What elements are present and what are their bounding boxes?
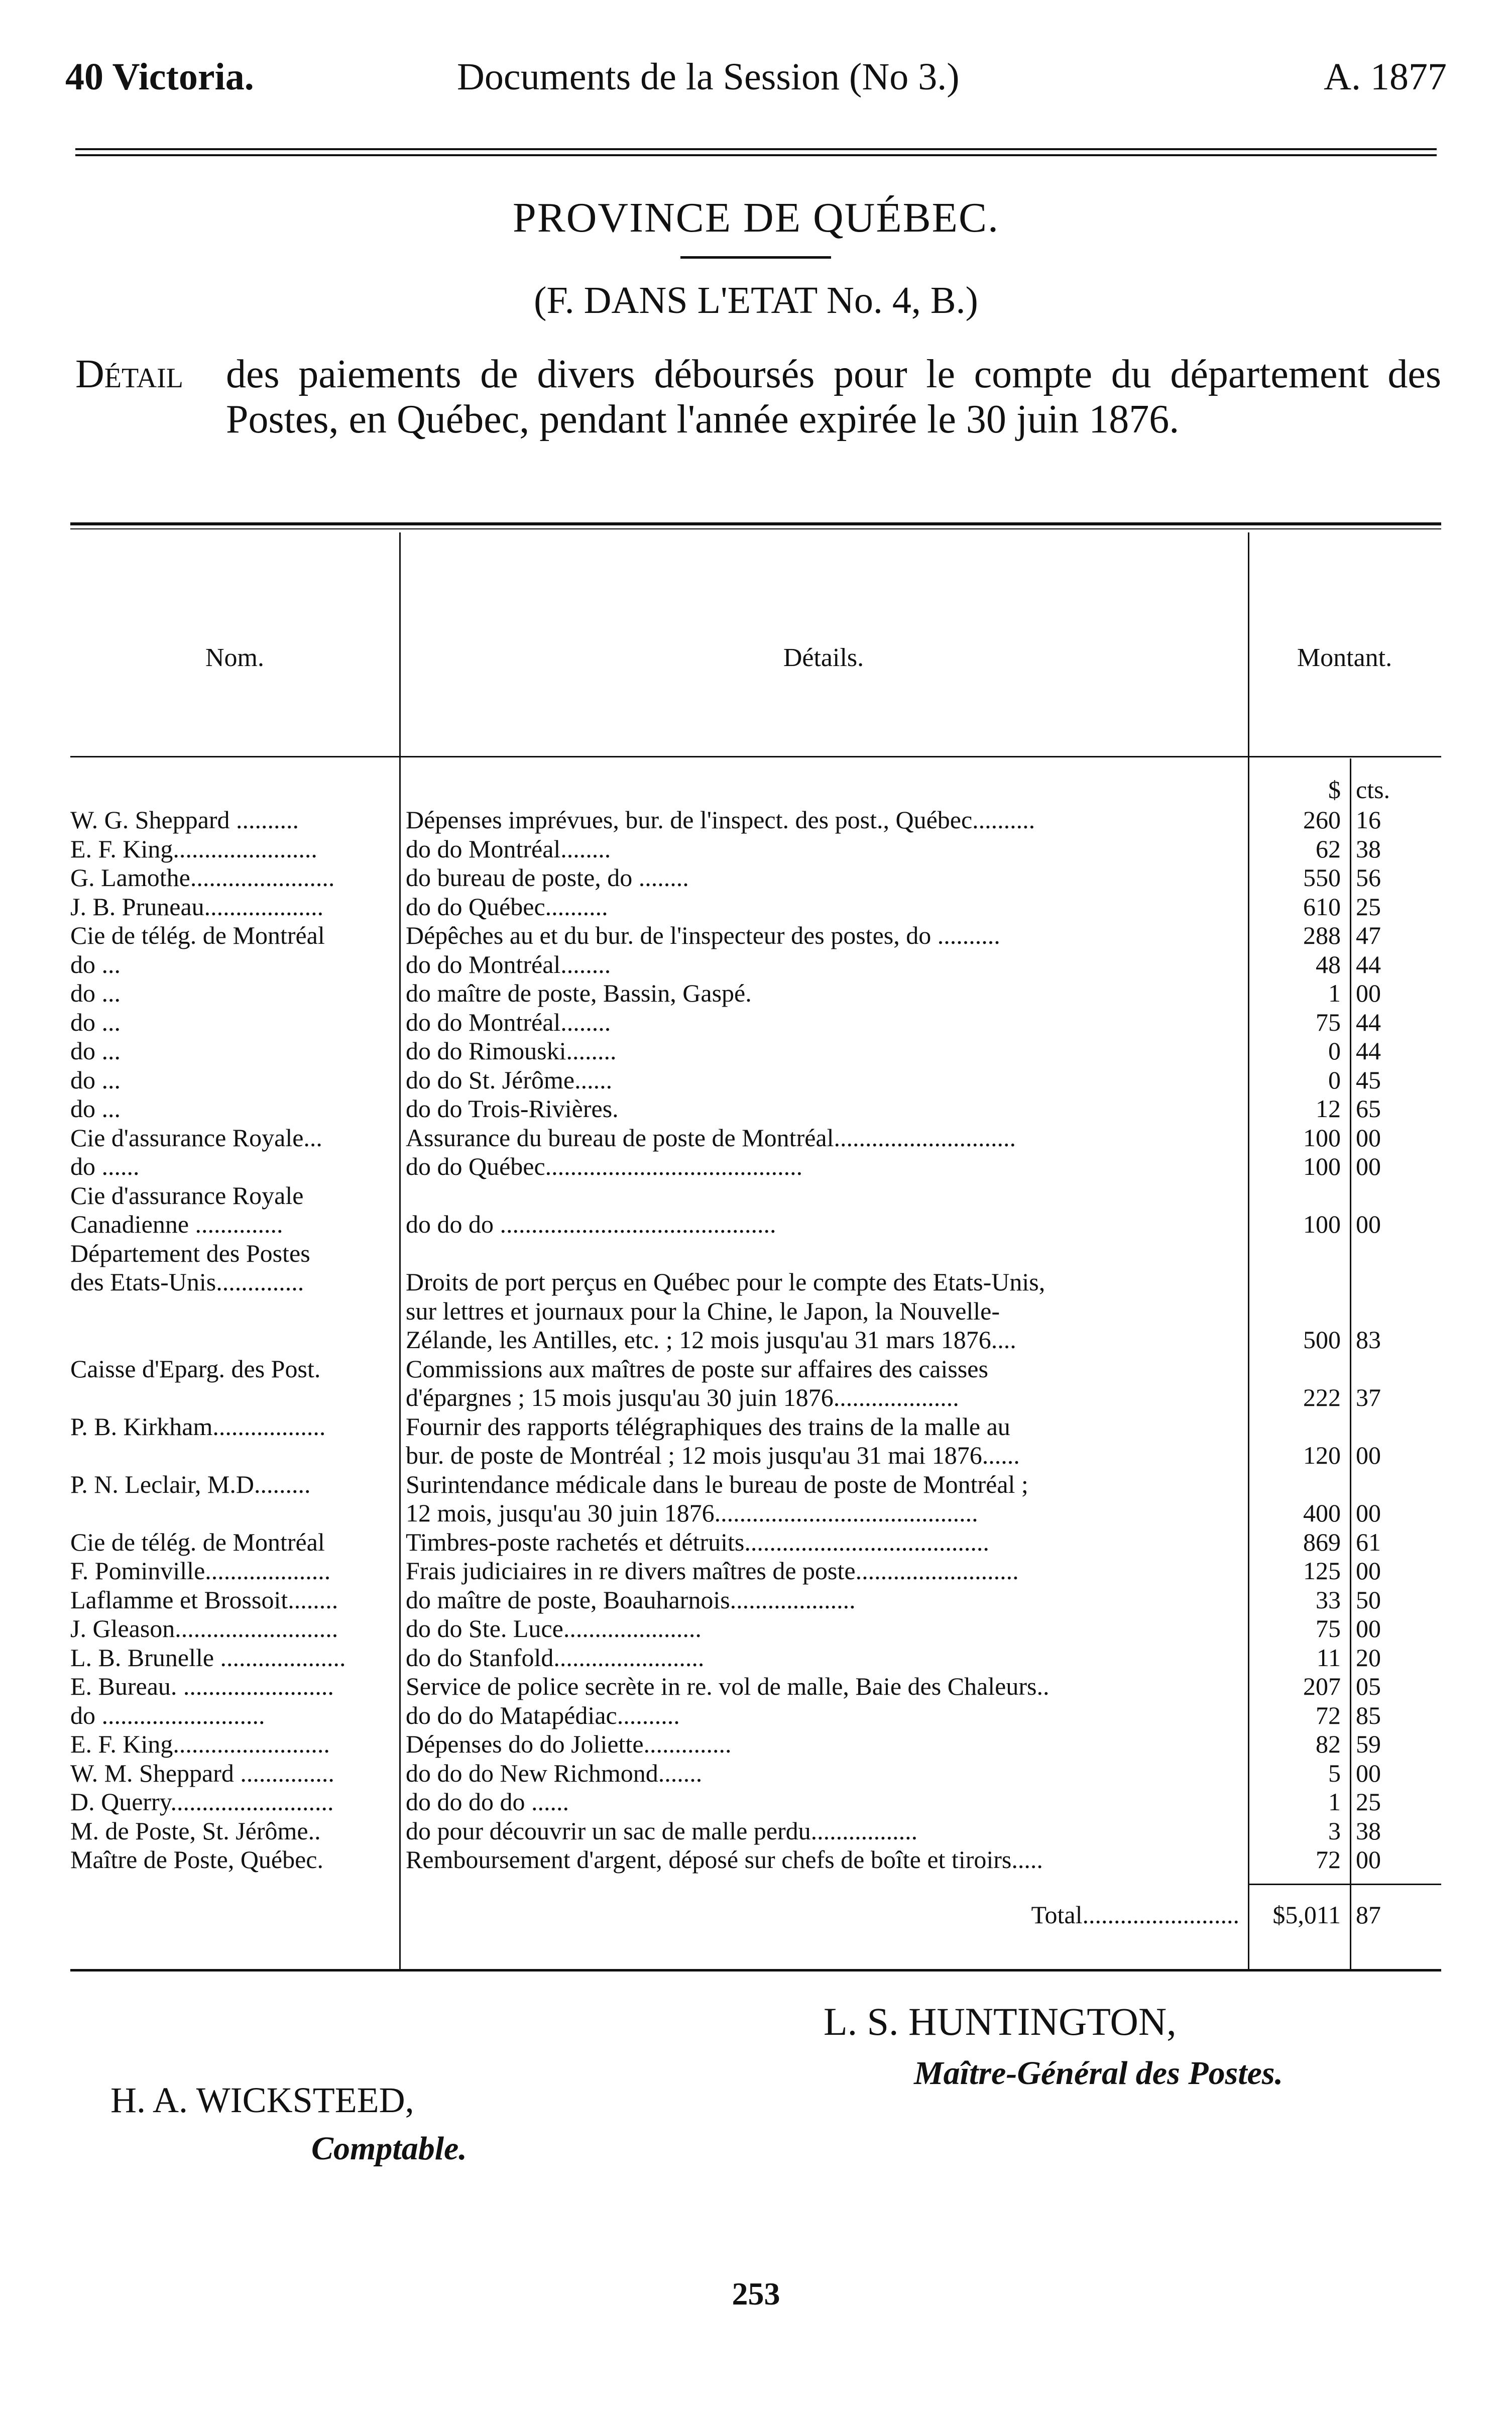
cell-dollars: 62: [1316, 834, 1341, 863]
table-row: [70, 1846, 1441, 1874]
cell-nom: Cie d'assurance Royale: [70, 1181, 304, 1210]
cell-details: do do Montréal........: [406, 950, 611, 978]
cell-dollars: 1: [1328, 1788, 1341, 1816]
table-top-rule-thin: [70, 528, 1441, 529]
cell-cents: 16: [1356, 806, 1381, 834]
header-montant: Montant.: [1297, 643, 1392, 672]
cell-cents: 00: [1356, 1210, 1381, 1238]
cell-dollars: 72: [1316, 1701, 1341, 1729]
cell-cents: 00: [1356, 1152, 1381, 1180]
cell-details: Service de police secrète in re. vol de malle, Baie des Chaleurs..: [406, 1673, 1050, 1700]
cell-cents: 25: [1356, 892, 1381, 921]
cell-dollars: 72: [1316, 1845, 1341, 1874]
cell-details: do do do New Richmond.......: [406, 1759, 703, 1787]
cell-dollars: 260: [1303, 806, 1341, 834]
cell-dollars: 500: [1303, 1326, 1341, 1354]
cell-details: 12 mois, jusqu'au 30 juin 1876..........................................: [406, 1499, 978, 1527]
cell-cents: 47: [1356, 921, 1381, 949]
cell-nom: Cie d'assurance Royale...: [70, 1124, 322, 1152]
cell-nom: E. Bureau. ........................: [70, 1673, 334, 1700]
cell-details: do do Montréal........: [406, 835, 611, 863]
cell-dollars: 100: [1303, 1123, 1341, 1152]
signature-huntington-title: Maître-Général des Postes.: [914, 2055, 1284, 2092]
table-row: [70, 951, 1441, 978]
cell-details: Commissions aux maîtres de poste sur affaires des caisses: [406, 1355, 988, 1383]
cell-details: do pour découvrir un sac de malle perdu.................: [406, 1817, 918, 1845]
cell-details: do do St. Jérôme......: [406, 1066, 613, 1094]
cell-details: Fournir des rapports télégraphiques des trains de la malle au: [406, 1412, 1010, 1441]
cell-nom: W. G. Sheppard ..........: [70, 806, 299, 834]
cell-cents: 59: [1356, 1730, 1381, 1758]
cell-cents: 00: [1356, 1123, 1381, 1152]
table-row: [70, 893, 1441, 921]
table-row: [70, 1615, 1441, 1642]
table-row: [70, 1268, 1441, 1296]
cell-cents: 38: [1356, 1816, 1381, 1845]
cell-dollars: 550: [1303, 863, 1341, 892]
cell-cents: 00: [1356, 1441, 1381, 1469]
cell-nom: W. M. Sheppard ...............: [70, 1759, 334, 1787]
cell-dollars: 48: [1316, 950, 1341, 978]
table-row: [70, 1557, 1441, 1585]
cell-nom: J. Gleason..........................: [70, 1615, 338, 1642]
cell-nom: M. de Poste, St. Jérôme..: [70, 1817, 321, 1845]
cell-details: do do Stanfold........................: [406, 1644, 705, 1672]
header-collection: Documents de la Session (No 3.): [457, 56, 960, 98]
table-row: [70, 1442, 1441, 1469]
cell-details: Frais judiciaires in re divers maîtres de poste..........................: [406, 1557, 1019, 1585]
table-row: [70, 1817, 1441, 1845]
table-row: [70, 806, 1441, 834]
cell-dollars: 5: [1328, 1759, 1341, 1787]
cell-details: Surintendance médicale dans le bureau de poste de Montréal ;: [406, 1470, 1028, 1498]
cell-nom: do ...: [70, 1066, 121, 1094]
header-details: Détails.: [783, 643, 864, 672]
cell-nom: Laflamme et Brossoit........: [70, 1586, 338, 1614]
table-bottom-rule: [70, 1969, 1441, 1971]
cell-dollars: 400: [1303, 1499, 1341, 1527]
cell-nom: do ...: [70, 1095, 121, 1123]
total-cents: 87: [1356, 1901, 1381, 1929]
cell-cents: 61: [1356, 1527, 1381, 1556]
table-row: [70, 1153, 1441, 1180]
cell-nom: Cie de télég. de Montréal: [70, 922, 325, 949]
intro-text: des paiements de divers déboursés pour le compte du département des Postes, en Québec, pendant l'année expirée le 30 juin 1876.: [226, 352, 1441, 442]
cell-details: do do do Matapédiac..........: [406, 1701, 680, 1729]
total-top-rule: [1248, 1884, 1441, 1885]
cell-cents: 00: [1356, 1614, 1381, 1642]
table-row: [70, 1384, 1441, 1411]
cell-cents: 83: [1356, 1326, 1381, 1354]
table-row: [70, 1730, 1441, 1758]
table-row: [70, 1355, 1441, 1383]
cell-nom: P. B. Kirkham..................: [70, 1412, 326, 1441]
table-row: [70, 1673, 1441, 1700]
cell-cents: 56: [1356, 863, 1381, 892]
table-row: [70, 1009, 1441, 1036]
table-row: [70, 922, 1441, 949]
page-subtitle: (F. DANS L'ETAT No. 4, B.): [534, 279, 978, 321]
total-row: [70, 1901, 1441, 1929]
cell-nom: do ...: [70, 979, 121, 1007]
table-row: [70, 1297, 1441, 1325]
cell-cents: 00: [1356, 979, 1381, 1007]
cell-details: Zélande, les Antilles, etc. ; 12 mois jusqu'au 31 mars 1876....: [406, 1326, 1016, 1354]
cell-dollars: 207: [1303, 1672, 1341, 1700]
header-volume: 40 Victoria.: [65, 56, 254, 98]
cell-details: do bureau de poste, do ........: [406, 864, 689, 892]
cell-dollars: 12: [1316, 1094, 1341, 1123]
cell-details: d'épargnes ; 15 mois jusqu'au 30 juin 1876....................: [406, 1384, 959, 1411]
cell-nom: des Etats-Unis..............: [70, 1268, 304, 1296]
header-rule: [75, 148, 1437, 156]
cell-dollars: 75: [1316, 1614, 1341, 1642]
table-row: [70, 1211, 1441, 1238]
cell-details: do do do ............................................: [406, 1211, 776, 1238]
table-row: [70, 979, 1441, 1007]
total-dollars: $5,011: [1272, 1901, 1341, 1929]
cell-dollars: 125: [1303, 1557, 1341, 1585]
unit-cents: cts.: [1356, 776, 1390, 804]
cell-nom: E. F. King.......................: [70, 835, 317, 863]
cell-details: do do Québec..........: [406, 893, 608, 921]
table-row: [70, 1586, 1441, 1614]
cell-dollars: 120: [1303, 1441, 1341, 1469]
cell-details: do do Ste. Luce......................: [406, 1615, 702, 1642]
table-row: [70, 1471, 1441, 1498]
cell-cents: 00: [1356, 1499, 1381, 1527]
cell-dollars: 82: [1316, 1730, 1341, 1758]
cell-dollars: 3: [1328, 1816, 1341, 1845]
table-row: [70, 1528, 1441, 1556]
cell-cents: 44: [1356, 950, 1381, 978]
cell-dollars: 869: [1303, 1527, 1341, 1556]
cell-nom: Cie de télég. de Montréal: [70, 1528, 325, 1556]
cell-cents: 65: [1356, 1094, 1381, 1123]
cell-details: Assurance du bureau de poste de Montréal.............................: [406, 1124, 1016, 1152]
table-row: [70, 1326, 1441, 1354]
page-number: 253: [732, 2276, 780, 2312]
table-row: [70, 1702, 1441, 1729]
cell-dollars: 288: [1303, 921, 1341, 949]
intro-lead: Détail: [75, 352, 183, 396]
page-title: PROVINCE DE QUÉBEC.: [512, 194, 999, 241]
cell-cents: 44: [1356, 1037, 1381, 1065]
cell-details: do do Montréal........: [406, 1008, 611, 1036]
cell-cents: 44: [1356, 1008, 1381, 1036]
cell-details: Dépenses do do Joliette..............: [406, 1730, 732, 1758]
cell-details: Droits de port perçus en Québec pour le compte des Etats-Unis,: [406, 1268, 1045, 1296]
cell-dollars: 100: [1303, 1152, 1341, 1180]
cell-cents: 00: [1356, 1557, 1381, 1585]
cell-details: Remboursement d'argent, déposé sur chefs de boîte et tiroirs.....: [406, 1846, 1043, 1874]
cell-nom: E. F. King.........................: [70, 1730, 330, 1758]
cell-dollars: 610: [1303, 892, 1341, 921]
cell-nom: F. Pominville....................: [70, 1557, 331, 1585]
table-row: [70, 1037, 1441, 1065]
cell-details: sur lettres et journaux pour la Chine, le Japon, la Nouvelle-: [406, 1297, 1000, 1325]
cell-nom: L. B. Brunelle ....................: [70, 1644, 346, 1672]
table-row: [70, 1124, 1441, 1152]
cell-cents: 85: [1356, 1701, 1381, 1729]
unit-dollars: $: [1328, 776, 1341, 804]
cell-nom: G. Lamothe.......................: [70, 864, 335, 892]
cell-dollars: 1: [1328, 979, 1341, 1007]
header-nom: Nom.: [205, 643, 264, 672]
total-label: Total.........................: [1031, 1901, 1239, 1929]
table-row: [70, 1240, 1441, 1267]
cell-details: Dépêches au et du bur. de l'inspecteur des postes, do ..........: [406, 922, 1000, 949]
cell-cents: 45: [1356, 1065, 1381, 1094]
cell-nom: J. B. Pruneau...................: [70, 893, 324, 921]
cell-details: Timbres-poste rachetés et détruits.......................................: [406, 1528, 989, 1556]
cell-details: do do do do ......: [406, 1788, 569, 1816]
cell-details: do maître de poste, Boauharnois....................: [406, 1586, 856, 1614]
cell-cents: 00: [1356, 1845, 1381, 1874]
table-row: [70, 1788, 1441, 1816]
table-row: [70, 1182, 1441, 1210]
cell-nom: do ...: [70, 1037, 121, 1065]
payments-table: [70, 522, 1441, 1979]
cell-dollars: 0: [1328, 1065, 1341, 1094]
header-bottom-rule: [70, 756, 1441, 757]
cell-nom: do ...: [70, 950, 121, 978]
cell-nom: do ......: [70, 1153, 140, 1180]
cell-details: bur. de poste de Montréal ; 12 mois jusqu'au 31 mai 1876......: [406, 1442, 1020, 1469]
title-rule: [680, 256, 831, 259]
cell-dollars: 222: [1303, 1383, 1341, 1411]
cell-nom: do ..........................: [70, 1701, 265, 1729]
cell-details: do maître de poste, Bassin, Gaspé.: [406, 979, 752, 1007]
cell-cents: 25: [1356, 1788, 1381, 1816]
signature-wicksteed-name: H. A. WICKSTEED,: [110, 2080, 414, 2120]
cell-details: do do Rimouski........: [406, 1037, 617, 1065]
signature-wicksteed-title: Comptable.: [311, 2130, 467, 2167]
signature-huntington-name: L. S. HUNTINGTON,: [824, 2000, 1177, 2043]
cell-details: do do Québec.........................................: [406, 1153, 803, 1180]
cell-dollars: 100: [1303, 1210, 1341, 1238]
cell-nom: P. N. Leclair, M.D.........: [70, 1470, 311, 1498]
cell-cents: 37: [1356, 1383, 1381, 1411]
cell-details: do do Trois-Rivières.: [406, 1095, 619, 1123]
cell-cents: 38: [1356, 834, 1381, 863]
cell-cents: 00: [1356, 1759, 1381, 1787]
cell-nom: do ...: [70, 1008, 121, 1036]
cell-nom: D. Querry..........................: [70, 1788, 334, 1816]
cell-nom: Maître de Poste, Québec.: [70, 1846, 324, 1874]
cell-nom: Canadienne ..............: [70, 1211, 283, 1238]
cell-cents: 05: [1356, 1672, 1381, 1700]
cell-dollars: 33: [1316, 1585, 1341, 1614]
table-row: [70, 835, 1441, 863]
table-row: [70, 1644, 1441, 1672]
table-row: [70, 1760, 1441, 1787]
cell-nom: Département des Postes: [70, 1239, 310, 1267]
table-top-rule: [70, 522, 1441, 525]
cell-dollars: 11: [1316, 1643, 1341, 1672]
cell-dollars: 75: [1316, 1008, 1341, 1036]
cell-details: Dépenses imprévues, bur. de l'inspect. des post., Québec..........: [406, 806, 1035, 834]
cell-dollars: 0: [1328, 1037, 1341, 1065]
units-row: [70, 776, 1441, 804]
table-row: [70, 1066, 1441, 1094]
header-year: A. 1877: [1324, 56, 1447, 98]
cell-cents: 50: [1356, 1585, 1381, 1614]
running-header: [65, 55, 1447, 100]
table-row: [70, 1413, 1441, 1441]
table-row: [70, 864, 1441, 892]
cell-nom: Caisse d'Eparg. des Post.: [70, 1355, 321, 1383]
cell-cents: 20: [1356, 1643, 1381, 1672]
table-row: [70, 1095, 1441, 1123]
table-row: [70, 1499, 1441, 1527]
